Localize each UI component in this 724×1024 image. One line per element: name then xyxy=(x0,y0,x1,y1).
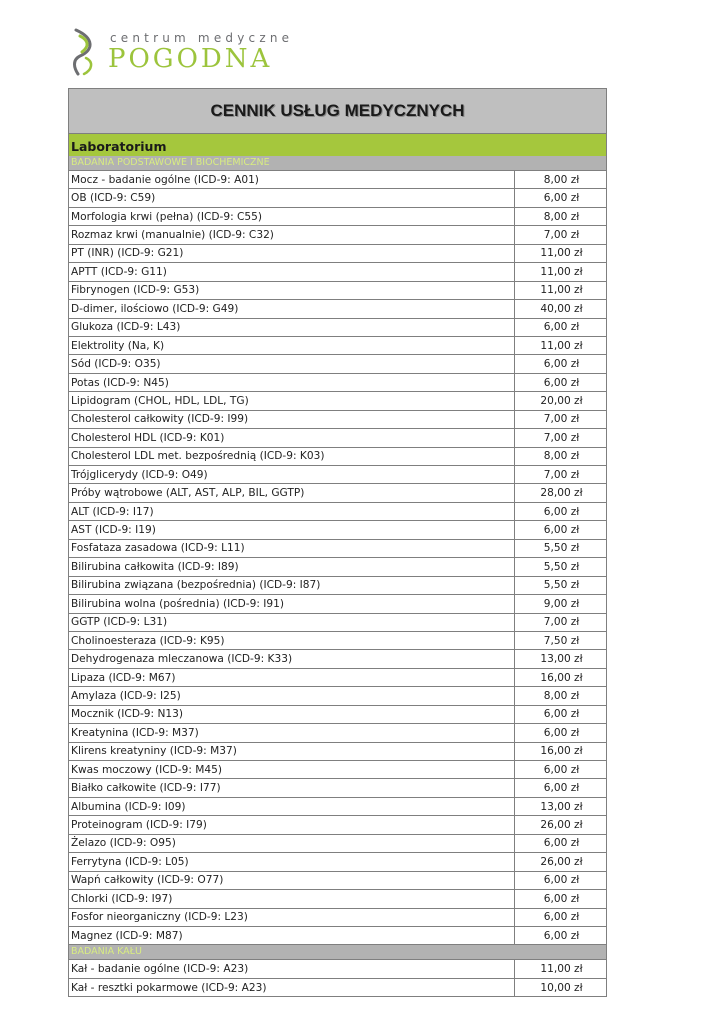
service-price: 7,50 zł xyxy=(515,631,607,649)
price-table xyxy=(68,170,607,945)
service-price: 6,00 zł xyxy=(515,189,607,207)
table-row xyxy=(69,318,607,336)
logo-subtitle: centrum medyczne xyxy=(110,31,294,45)
service-name: Potas (ICD-9: N45) xyxy=(69,373,515,391)
service-name: ALT (ICD-9: I17) xyxy=(69,502,515,520)
service-name: Mocznik (ICD-9: N13) xyxy=(69,705,515,723)
service-price: 7,00 zł xyxy=(515,466,607,484)
service-name: Cholesterol LDL met. bezpośrednią (ICD-9: K03) xyxy=(69,447,515,465)
service-price: 5,50 zł xyxy=(515,576,607,594)
table-row xyxy=(69,890,607,908)
service-name: APTT (ICD-9: G11) xyxy=(69,263,515,281)
table-row xyxy=(69,576,607,594)
service-name: Lipidogram (CHOL, HDL, LDL, TG) xyxy=(69,392,515,410)
service-name: Próby wątrobowe (ALT, AST, ALP, BIL, GGTP) xyxy=(69,484,515,502)
table-row xyxy=(69,336,607,354)
table-row xyxy=(69,978,607,996)
sections-container xyxy=(68,156,607,997)
service-price: 7,00 zł xyxy=(515,613,607,631)
table-row xyxy=(69,429,607,447)
table-row xyxy=(69,742,607,760)
table-row xyxy=(69,539,607,557)
service-name: Morfologia krwi (pełna) (ICD-9: C55) xyxy=(69,207,515,225)
service-name: Fosfataza zasadowa (ICD-9: L11) xyxy=(69,539,515,557)
table-row xyxy=(69,779,607,797)
service-price: 5,50 zł xyxy=(515,558,607,576)
service-price: 13,00 zł xyxy=(515,797,607,815)
section-header: BADANIA PODSTAWOWE I BIOCHEMICZNE xyxy=(68,156,607,170)
table-row xyxy=(69,484,607,502)
table-row xyxy=(69,466,607,484)
table-row xyxy=(69,908,607,926)
service-price: 7,00 zł xyxy=(515,226,607,244)
table-row xyxy=(69,281,607,299)
service-name: Kwas moczowy (ICD-9: M45) xyxy=(69,761,515,779)
table-row xyxy=(69,871,607,889)
service-name: Rozmaz krwi (manualnie) (ICD-9: C32) xyxy=(69,226,515,244)
price-list xyxy=(68,88,607,997)
service-name: Chlorki (ICD-9: I97) xyxy=(69,890,515,908)
service-name: Żelazo (ICD-9: O95) xyxy=(69,834,515,852)
table-row xyxy=(69,226,607,244)
service-name: Klirens kreatyniny (ICD-9: M37) xyxy=(69,742,515,760)
service-name: D-dimer, ilościowo (ICD-9: G49) xyxy=(69,300,515,318)
service-name: Glukoza (ICD-9: L43) xyxy=(69,318,515,336)
service-price: 20,00 zł xyxy=(515,392,607,410)
table-row xyxy=(69,558,607,576)
service-name: Mocz - badanie ogólne (ICD-9: A01) xyxy=(69,171,515,189)
service-price: 26,00 zł xyxy=(515,816,607,834)
service-price: 6,00 zł xyxy=(515,890,607,908)
service-price: 6,00 zł xyxy=(515,779,607,797)
service-name: Trójglicerydy (ICD-9: O49) xyxy=(69,466,515,484)
service-price: 13,00 zł xyxy=(515,650,607,668)
service-price: 11,00 zł xyxy=(515,336,607,354)
service-price: 16,00 zł xyxy=(515,668,607,686)
table-row xyxy=(69,668,607,686)
service-price: 11,00 zł xyxy=(515,960,607,978)
table-row xyxy=(69,207,607,225)
service-name: Magnez (ICD-9: M87) xyxy=(69,926,515,944)
service-name: Amylaza (ICD-9: I25) xyxy=(69,687,515,705)
service-name: Dehydrogenaza mleczanowa (ICD-9: K33) xyxy=(69,650,515,668)
service-price: 10,00 zł xyxy=(515,978,607,996)
title-bar xyxy=(68,88,607,134)
service-price: 6,00 zł xyxy=(515,724,607,742)
service-price: 7,00 zł xyxy=(515,410,607,428)
table-row xyxy=(69,447,607,465)
service-name: Kał - badanie ogólne (ICD-9: A23) xyxy=(69,960,515,978)
table-row xyxy=(69,631,607,649)
service-price: 6,00 zł xyxy=(515,318,607,336)
table-row xyxy=(69,705,607,723)
service-price: 8,00 zł xyxy=(515,687,607,705)
clinic-logo xyxy=(72,28,312,78)
service-name: GGTP (ICD-9: L31) xyxy=(69,613,515,631)
service-name: Cholesterol całkowity (ICD-9: I99) xyxy=(69,410,515,428)
table-row xyxy=(69,926,607,944)
table-row xyxy=(69,687,607,705)
table-row xyxy=(69,650,607,668)
table-row xyxy=(69,960,607,978)
service-name: Wapń całkowity (ICD-9: O77) xyxy=(69,871,515,889)
service-name: Sód (ICD-9: O35) xyxy=(69,355,515,373)
service-price: 6,00 zł xyxy=(515,502,607,520)
table-row xyxy=(69,853,607,871)
section-header: BADANIA KAŁU xyxy=(68,945,607,959)
table-row xyxy=(69,263,607,281)
table-row xyxy=(69,834,607,852)
service-price: 11,00 zł xyxy=(515,281,607,299)
service-price: 11,00 zł xyxy=(515,244,607,262)
service-name: Albumina (ICD-9: I09) xyxy=(69,797,515,815)
service-name: Bilirubina związana (bezpośrednia) (ICD-9: I87) xyxy=(69,576,515,594)
table-row xyxy=(69,300,607,318)
service-name: Cholesterol HDL (ICD-9: K01) xyxy=(69,429,515,447)
service-price: 6,00 zł xyxy=(515,761,607,779)
service-price: 16,00 zł xyxy=(515,742,607,760)
service-price: 6,00 zł xyxy=(515,355,607,373)
service-price: 6,00 zł xyxy=(515,373,607,391)
table-row xyxy=(69,189,607,207)
service-name: Białko całkowite (ICD-9: I77) xyxy=(69,779,515,797)
service-price: 8,00 zł xyxy=(515,447,607,465)
service-name: Fosfor nieorganiczny (ICD-9: L23) xyxy=(69,908,515,926)
table-row xyxy=(69,373,607,391)
table-row xyxy=(69,613,607,631)
table-row xyxy=(69,392,607,410)
service-price: 7,00 zł xyxy=(515,429,607,447)
logo-name: POGODNA xyxy=(108,44,273,74)
service-price: 9,00 zł xyxy=(515,595,607,613)
service-price: 6,00 zł xyxy=(515,908,607,926)
table-row xyxy=(69,595,607,613)
service-price: 26,00 zł xyxy=(515,853,607,871)
table-row xyxy=(69,410,607,428)
table-row xyxy=(69,797,607,815)
category-bar xyxy=(68,134,607,156)
service-price: 8,00 zł xyxy=(515,207,607,225)
service-price: 6,00 zł xyxy=(515,926,607,944)
service-name: OB (ICD-9: C59) xyxy=(69,189,515,207)
service-price: 28,00 zł xyxy=(515,484,607,502)
service-price: 6,00 zł xyxy=(515,521,607,539)
table-row xyxy=(69,816,607,834)
service-price: 6,00 zł xyxy=(515,871,607,889)
service-name: Elektrolity (Na, K) xyxy=(69,336,515,354)
table-row xyxy=(69,244,607,262)
service-name: Kreatynina (ICD-9: M37) xyxy=(69,724,515,742)
service-name: Bilirubina całkowita (ICD-9: I89) xyxy=(69,558,515,576)
category-title: Laboratorium xyxy=(71,139,167,154)
table-row xyxy=(69,761,607,779)
helix-logo-icon xyxy=(72,28,98,76)
price-table xyxy=(68,959,607,997)
table-row xyxy=(69,521,607,539)
service-price: 8,00 zł xyxy=(515,171,607,189)
service-name: Bilirubina wolna (pośrednia) (ICD-9: I91) xyxy=(69,595,515,613)
service-price: 6,00 zł xyxy=(515,834,607,852)
table-row xyxy=(69,355,607,373)
table-row xyxy=(69,724,607,742)
table-row xyxy=(69,502,607,520)
service-name: Ferrytyna (ICD-9: L05) xyxy=(69,853,515,871)
service-name: Proteinogram (ICD-9: I79) xyxy=(69,816,515,834)
table-row xyxy=(69,171,607,189)
service-name: Cholinoesteraza (ICD-9: K95) xyxy=(69,631,515,649)
service-name: Kał - resztki pokarmowe (ICD-9: A23) xyxy=(69,978,515,996)
service-name: Fibrynogen (ICD-9: G53) xyxy=(69,281,515,299)
service-name: AST (ICD-9: I19) xyxy=(69,521,515,539)
service-name: PT (INR) (ICD-9: G21) xyxy=(69,244,515,262)
service-price: 6,00 zł xyxy=(515,705,607,723)
service-price: 5,50 zł xyxy=(515,539,607,557)
page-title: CENNIK USŁUG MEDYCZNYCH xyxy=(210,101,465,120)
service-price: 40,00 zł xyxy=(515,300,607,318)
service-price: 11,00 zł xyxy=(515,263,607,281)
service-name: Lipaza (ICD-9: M67) xyxy=(69,668,515,686)
